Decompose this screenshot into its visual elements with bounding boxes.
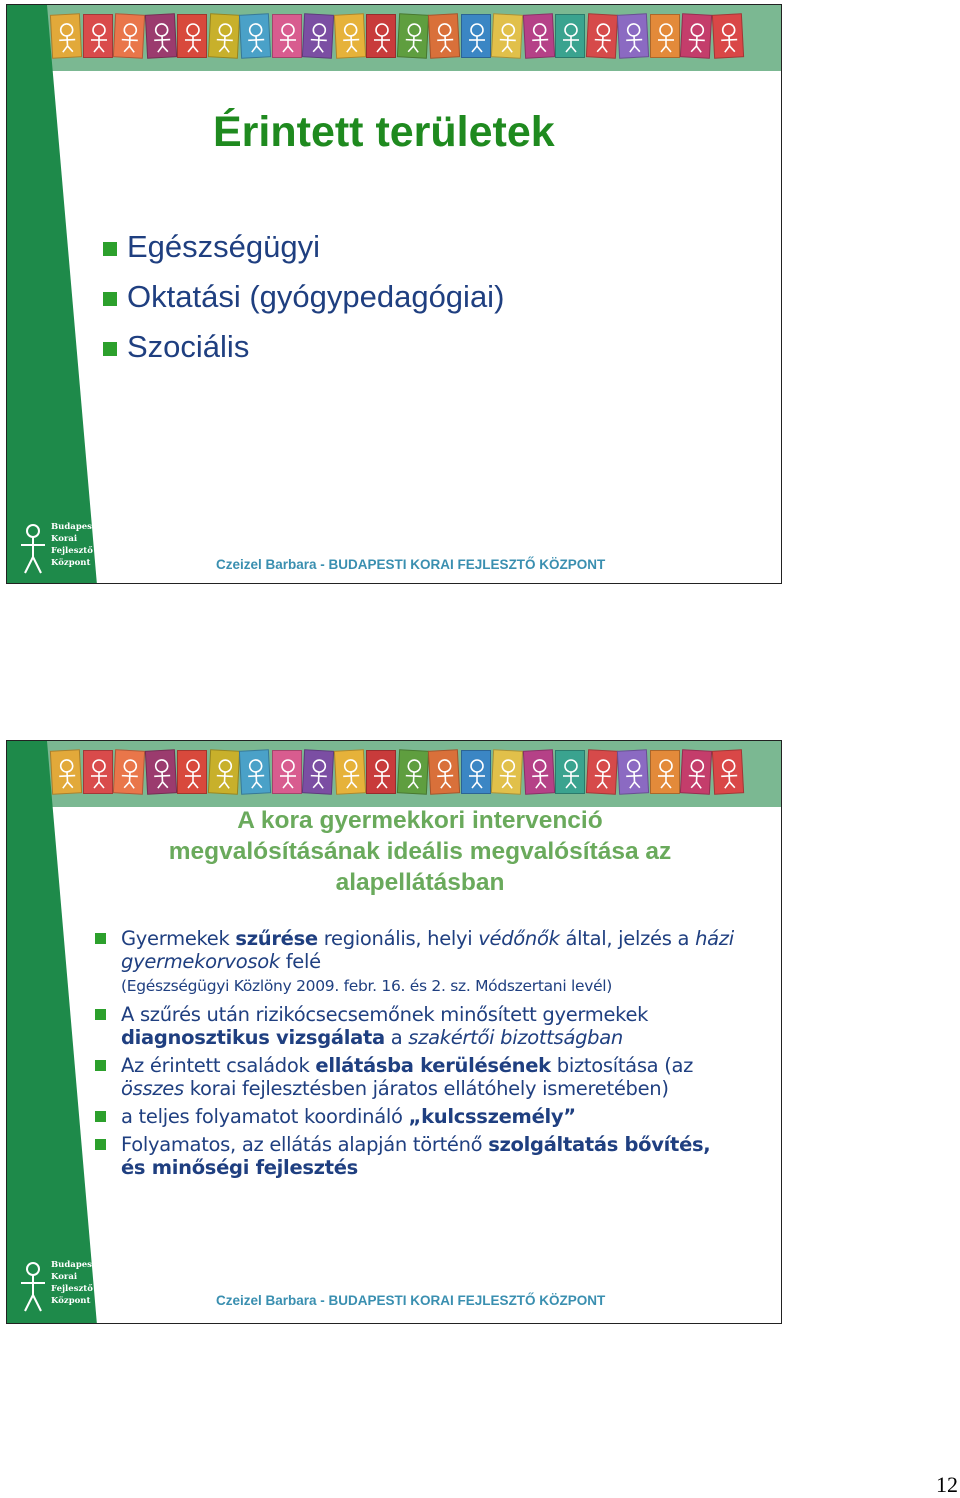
child-drawing-icon — [432, 20, 458, 53]
child-drawing-icon — [684, 756, 710, 789]
child-figure-icon — [17, 1259, 49, 1315]
drawing-tile — [144, 13, 176, 59]
child-drawing-icon — [212, 756, 238, 789]
drawing-tile — [650, 750, 680, 794]
drawing-tile — [366, 750, 396, 794]
child-drawing-icon — [716, 20, 742, 53]
slide-2 — [6, 740, 782, 1324]
child-drawing-icon — [432, 756, 458, 789]
child-drawing-icon — [338, 756, 364, 789]
bullet-square-icon — [103, 292, 117, 306]
drawing-tile — [428, 749, 460, 795]
drawing-tile — [522, 13, 554, 59]
bullet-item: Az érintett családok ellátásba kerülésének biztosítása (az összes korai fejlesztésben járatos ellátóhely ismeretében) — [95, 1054, 735, 1100]
bullet-square-icon — [95, 933, 106, 944]
child-drawing-icon — [117, 20, 143, 53]
drawing-tile — [396, 749, 428, 795]
drawing-tile — [461, 14, 491, 58]
child-drawing-icon — [559, 21, 583, 53]
drawing-tile — [491, 749, 523, 795]
bullet-square-icon — [103, 242, 117, 256]
drawing-tile — [650, 14, 680, 58]
bullet-list — [95, 927, 735, 1179]
logo-text: Budapesti Korai Fejlesztő Központ — [51, 1260, 100, 1306]
slide-footer: Czeizel Barbara - BUDAPESTI KORAI FEJLESZTŐ KÖZPONT — [216, 557, 606, 572]
child-drawing-icon — [495, 756, 521, 789]
bullet-item: A szűrés után rizikócsecsemőnek minősített gyermekek diagnosztikus vizsgálata a szakértői bizottságban — [95, 1003, 735, 1049]
child-drawing-icon — [276, 21, 300, 53]
bullet-item: Egészségügyi — [103, 227, 504, 277]
child-drawing-icon — [527, 756, 553, 789]
child-drawing-icon — [465, 21, 489, 53]
logo — [17, 521, 100, 577]
drawing-tile — [239, 13, 271, 59]
child-figure-icon — [17, 521, 49, 577]
drawing-tile — [555, 14, 585, 58]
child-drawing-icon — [370, 757, 394, 789]
child-drawing-icon — [527, 20, 553, 53]
drawing-tile — [617, 749, 649, 795]
child-drawing-icon — [306, 20, 332, 53]
child-drawing-icon — [401, 20, 427, 53]
child-drawing-icon — [149, 756, 175, 789]
child-drawing-icon — [590, 20, 616, 53]
child-drawing-icon — [338, 20, 364, 53]
child-drawing-icon — [621, 756, 647, 789]
child-drawing-icon — [684, 20, 710, 53]
drawing-tile — [144, 749, 176, 795]
sidebar-wedge — [7, 5, 100, 584]
drawing-tile — [113, 13, 145, 59]
bullet-item: Oktatási (gyógypedagógiai) — [103, 277, 504, 327]
drawing-tile — [555, 750, 585, 794]
bullet-item: Folyamatos, az ellátás alapján történő szolgáltatás bővítés, és minőségi fejlesztés — [95, 1133, 735, 1179]
bullet-square-icon — [95, 1060, 106, 1071]
child-drawing-icon — [621, 20, 647, 53]
drawing-tile — [177, 750, 207, 794]
page-number: 12 — [936, 1472, 958, 1497]
slide-title: A kora gyermekkori intervenció megvalósításának ideális megvalósítása az alapellátásban — [168, 807, 672, 896]
bullet-square-icon — [103, 342, 117, 356]
child-drawing-icon — [181, 757, 205, 789]
bullet-item: a teljes folyamatot koordináló „kulcsszemély” — [95, 1105, 735, 1128]
child-drawing-icon — [654, 757, 678, 789]
drawing-tile — [333, 13, 365, 59]
child-drawing-icon — [306, 756, 332, 789]
child-drawing-icon — [243, 756, 269, 789]
bullet-list — [103, 227, 504, 377]
drawing-tile — [207, 749, 239, 795]
bullet-square-icon — [95, 1111, 106, 1122]
drawing-tile — [617, 13, 649, 59]
drawing-tile — [585, 749, 617, 795]
drawing-tile — [207, 13, 239, 59]
drawing-tile — [239, 749, 271, 795]
drawing-tile — [113, 749, 145, 795]
drawing-tile — [272, 750, 302, 794]
slide-title: Érintett területek — [213, 108, 555, 156]
drawing-tile — [272, 14, 302, 58]
drawing-tile — [366, 14, 396, 58]
child-drawing-icon — [590, 756, 616, 789]
child-drawing-icon — [181, 21, 205, 53]
drawing-tile — [461, 750, 491, 794]
drawing-tile — [585, 13, 617, 59]
bullet-square-icon — [95, 1009, 106, 1020]
child-drawing-icon — [370, 21, 394, 53]
bullet-item: Szociális — [103, 327, 504, 377]
child-drawing-icon — [149, 20, 175, 53]
child-drawing-icon — [716, 756, 742, 789]
child-drawing-icon — [559, 757, 583, 789]
child-drawing-icon — [243, 20, 269, 53]
drawing-tile — [680, 13, 712, 59]
drawing-tile — [302, 749, 334, 795]
child-drawing-icon — [401, 756, 427, 789]
slide-footer: Czeizel Barbara - BUDAPESTI KORAI FEJLESZTŐ KÖZPONT — [216, 1293, 606, 1308]
logo — [17, 1259, 100, 1315]
bullet-item: Gyermekek szűrése regionális, helyi védőnők által, jelzés a házi gyermekorvosok felé (Egészségügyi Közlöny 2009. febr. 16. és 2. sz. Módszertani levél) — [95, 927, 735, 998]
drawing-tile — [522, 749, 554, 795]
drawing-tile — [711, 13, 743, 59]
drawing-tile — [302, 13, 334, 59]
child-drawing-icon — [117, 756, 143, 789]
slide-1 — [6, 4, 782, 584]
child-drawing-icon — [465, 757, 489, 789]
child-drawing-icon — [495, 20, 521, 53]
bullet-square-icon — [95, 1139, 106, 1150]
drawing-tile — [711, 749, 743, 795]
drawing-tile — [177, 14, 207, 58]
drawing-tile — [333, 749, 365, 795]
logo-text: Budapesti Korai Fejlesztő Központ — [51, 522, 100, 568]
child-drawing-icon — [276, 757, 300, 789]
child-drawing-icon — [212, 20, 238, 53]
drawing-tile — [396, 13, 428, 59]
drawing-tile — [491, 13, 523, 59]
drawing-tile — [680, 749, 712, 795]
drawing-tile — [428, 13, 460, 59]
child-drawing-icon — [654, 21, 678, 53]
source-citation: (Egészségügyi Közlöny 2009. febr. 16. és 2. sz. Módszertani levél) — [121, 977, 613, 995]
